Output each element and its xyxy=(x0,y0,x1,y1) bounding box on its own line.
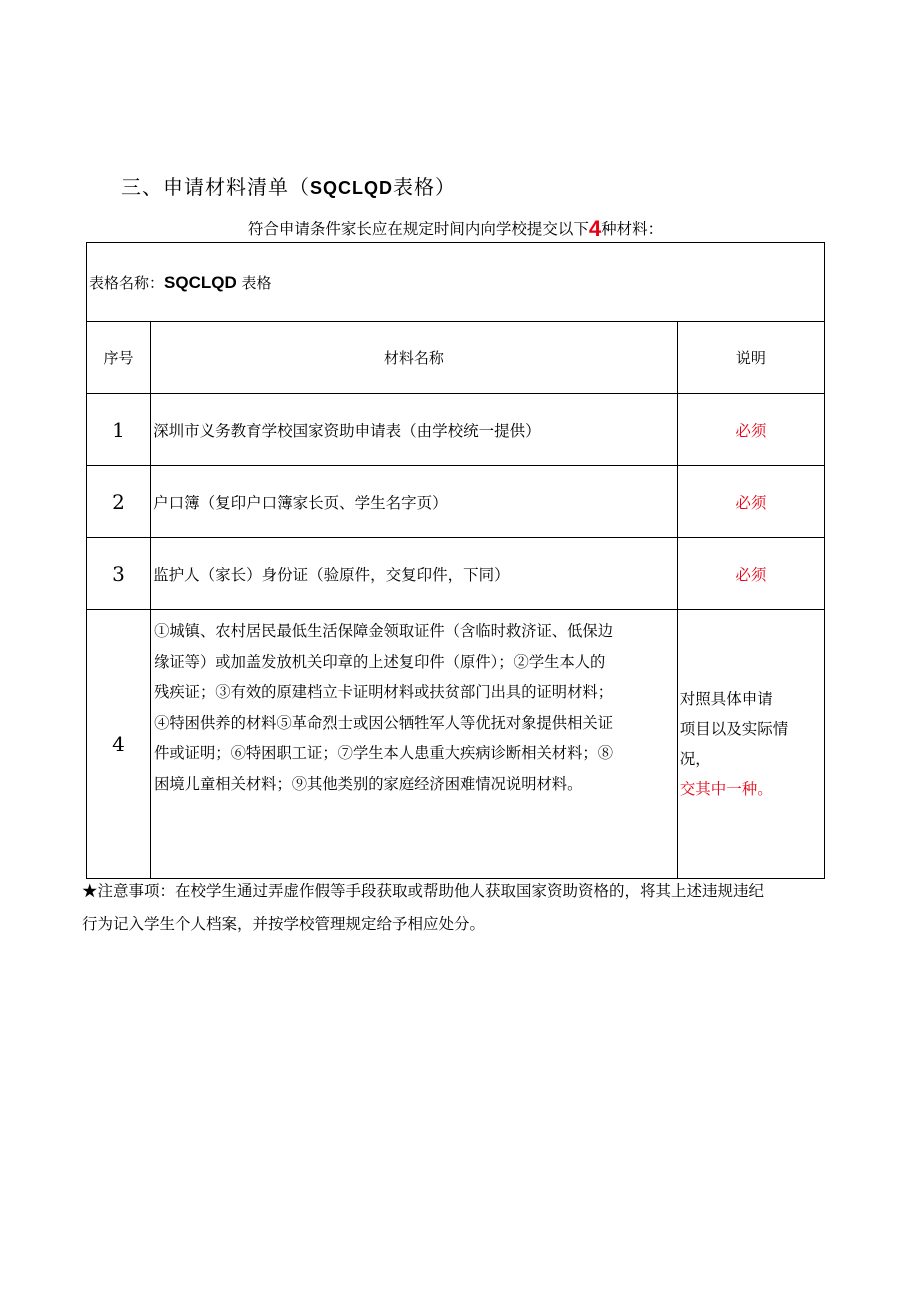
intro-after: 种材料： xyxy=(601,220,664,238)
form-name-suffix: 表格 xyxy=(236,273,272,292)
header-index: 序号 xyxy=(87,322,151,394)
row-name-line: ④特困供养的材料⑤革命烈士或因公牺牲军人等优抚对象提供相关证 xyxy=(154,713,613,732)
notice-line: 行为记入学生个人档案，并按学校管理规定给予相应处分。 xyxy=(82,915,486,933)
intro-count: 4 xyxy=(588,216,602,241)
section-title-prefix: 三、申请材料清单（ xyxy=(121,175,310,199)
notice-line: ★注意事项：在校学生通过弄虚作假等手段获取或帮助他人获取国家资助资格的，将其上述违规违纪 xyxy=(82,882,765,900)
section-title xyxy=(121,171,456,200)
table-row xyxy=(87,610,825,879)
row-index: 4 xyxy=(87,610,151,879)
row-note-line: 对照具体申请 xyxy=(679,690,773,708)
form-name-cell xyxy=(87,243,825,322)
row-note-red: 交其中一种。 xyxy=(679,780,773,798)
row-index: 1 xyxy=(87,394,151,466)
section-title-suffix: 表格） xyxy=(393,175,457,199)
header-note: 说明 xyxy=(677,322,824,394)
row-note-line: 项目以及实际情 xyxy=(679,720,789,738)
section-title-code: SQCLQD xyxy=(310,178,394,198)
intro-before: 符合申请条件家长应在规定时间内向学校提交以下 xyxy=(247,220,589,238)
row-index: 3 xyxy=(87,538,151,610)
row-name-line: 残疾证；③有效的原建档立卡证明材料或扶贫部门出具的证明材料； xyxy=(154,683,613,701)
header-name: 材料名称 xyxy=(151,322,678,394)
row-note: 必须 xyxy=(677,394,824,466)
table-header-row xyxy=(87,322,825,394)
row-note-line: 况， xyxy=(679,750,711,768)
form-name-code: SQCLQD xyxy=(164,272,237,292)
row-name-line: ①城镇、农村居民最低生活保障金领取证件（含临时救济证、低保边 xyxy=(154,622,613,640)
row-note: 必须 xyxy=(677,466,824,538)
table-row xyxy=(87,394,825,466)
form-name-label: 表格名称： xyxy=(89,273,165,292)
row-name xyxy=(151,610,678,879)
table-row xyxy=(87,466,825,538)
table-row xyxy=(87,538,825,610)
row-note xyxy=(677,610,824,879)
row-name-line: 件或证明；⑥特困职工证；⑦学生本人患重大疾病诊断相关材料；⑧ xyxy=(154,744,613,762)
intro-text xyxy=(86,216,825,242)
form-name-row xyxy=(87,243,825,322)
row-name: 户口簿（复印户口簿家长页、学生名字页） xyxy=(151,466,678,538)
row-name: 监护人（家长）身份证（验原件，交复印件，下同） xyxy=(151,538,678,610)
row-name: 深圳市义务教育学校国家资助申请表（由学校统一提供） xyxy=(151,394,678,466)
row-name-line: 缘证等）或加盖发放机关印章的上述复印件（原件）；②学生本人的 xyxy=(154,652,606,671)
row-name-line: 困境儿童相关材料；⑨其他类别的家庭经济困难情况说明材料。 xyxy=(154,774,583,793)
row-note: 必须 xyxy=(677,538,824,610)
row-index: 2 xyxy=(87,466,151,538)
notice-text xyxy=(82,875,842,941)
materials-table xyxy=(86,242,825,879)
